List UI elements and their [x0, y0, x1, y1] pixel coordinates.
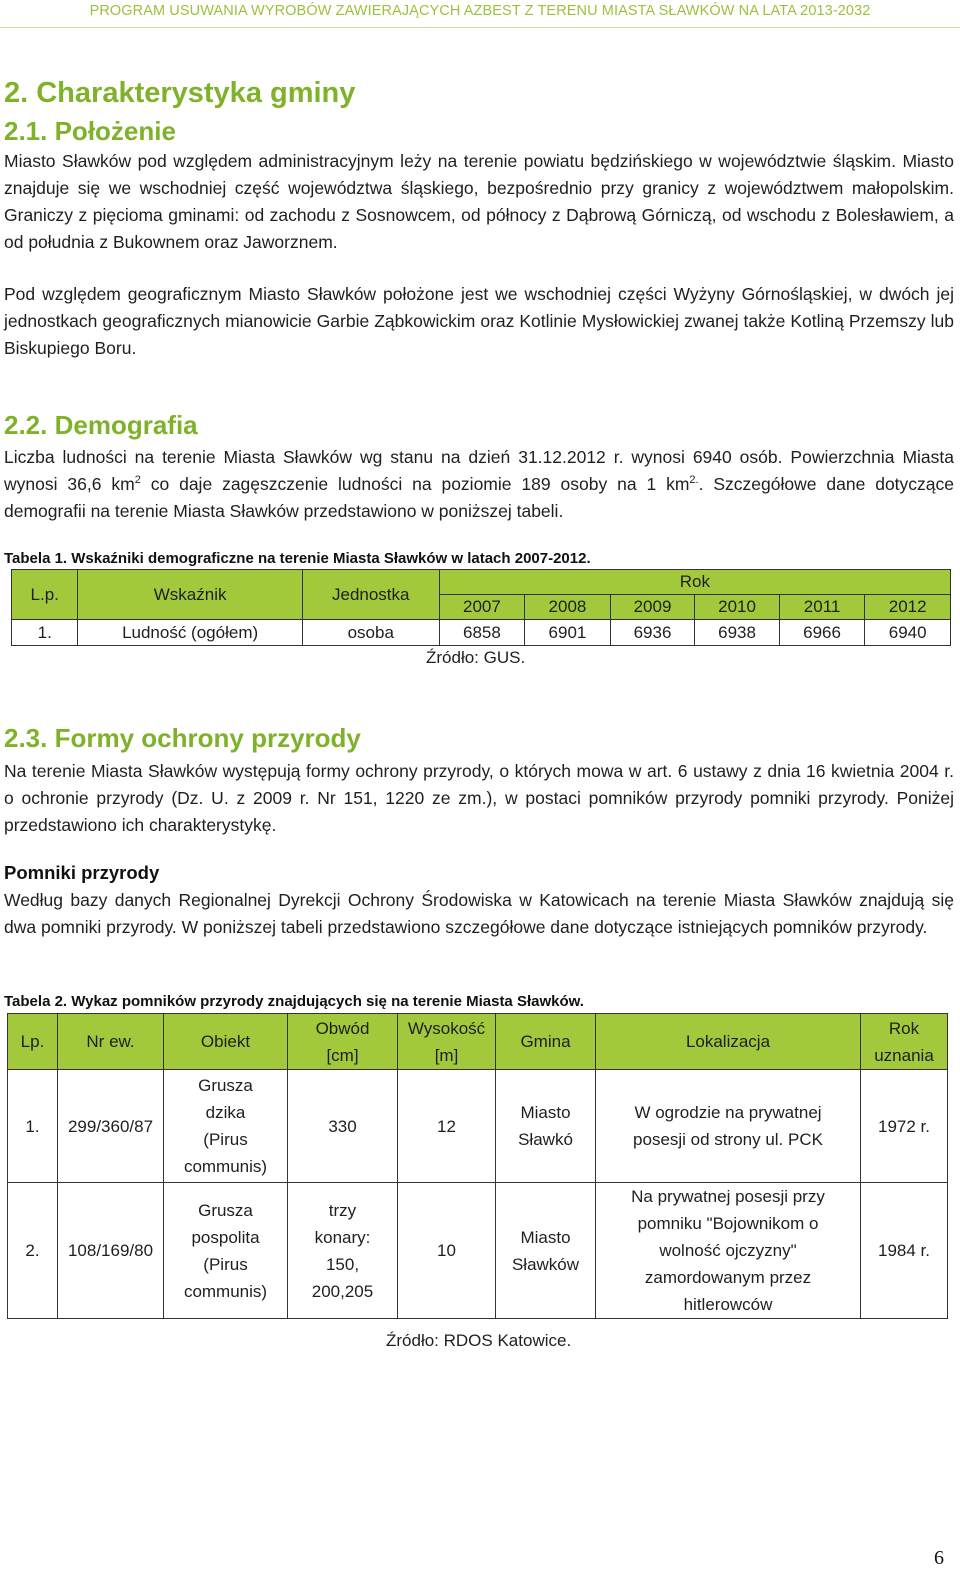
superscript: 2.	[689, 474, 699, 487]
header-year-value: 2008	[525, 595, 611, 620]
cell-value: 6938	[695, 620, 780, 646]
header-year-value: 2010	[695, 595, 780, 620]
header-girth: Obwód [cm]	[288, 1014, 398, 1070]
cell-value: 6858	[439, 620, 525, 646]
table-row	[8, 1070, 948, 1183]
cell-height: 12	[398, 1070, 496, 1183]
table-source-rdos: Źródło: RDOS Katowice.	[386, 1331, 572, 1350]
cell-lp: 1.	[8, 1070, 58, 1183]
cell-value: 6940	[865, 620, 951, 646]
page-number: 6	[934, 1547, 944, 1569]
header-height: Wysokość [m]	[398, 1014, 496, 1070]
cell-nr: 299/360/87	[58, 1070, 164, 1183]
running-head: PROGRAM USUWANIA WYROBÓW ZAWIERAJĄCYCH AZBEST Z TERENU MIASTA SŁAWKÓW NA LATA 2013-2032	[89, 3, 871, 19]
cell-girth: trzy konary: 150, 200,205	[288, 1183, 398, 1319]
superscript: 2	[134, 474, 141, 487]
table-row	[12, 620, 951, 646]
paragraph-demography: Liczba ludności na terenie Miasta Sławków wg stanu na dzień 31.12.2012 r. wynosi 6940 osób. Powierzchnia Miasta wynosi 36,6 $km^2$ co daje zagęszczenie ludności na poziomie 189 osoby na 1 $km^{2.}$. Szczegółowe dane dotyczące demografii na terenie Miasta Sławków przedstawiono w poniższej tabeli.	[4, 447, 954, 521]
header-nr: Nr ew.	[58, 1014, 164, 1070]
header-rule	[0, 27, 960, 28]
monuments-table	[7, 1013, 948, 1319]
cell-gmina: Miasto Sławków	[496, 1183, 596, 1319]
paragraph-nature-protection: Na terenie Miasta Sławków występują formy ochrony przyrody, o których mowa w art. 6 ustawy z dnia 16 kwietnia 2004 r. o ochronie przyrody (Dz. U. z 2009 r. Nr 151, 1220 ze zm.), w postaci pomników przyrody pomniki przyrody. Poniżej przedstawiono ich charakterystykę.	[4, 761, 954, 835]
table-caption-monuments: Tabela 2. Wykaz pomników przyrody znajdujących się na terenie Miasta Sławków.	[4, 993, 584, 1010]
table-row	[8, 1183, 948, 1319]
cell-indicator: Ludność (ogółem)	[78, 620, 302, 646]
paragraph-monuments: Według bazy danych Regionalnej Dyrekcji Ochrony Środowiska w Katowicach na terenie Miasta Sławków znajdują się dwa pomniki przyrody. W poniższej tabeli przedstawiono szczegółowe dane dotyczące istniejących pomników przyrody.	[4, 890, 954, 937]
subsection-heading-nature: 2.3. Formy ochrony przyrody	[4, 723, 361, 753]
cell-height: 10	[398, 1183, 496, 1319]
cell-object: Grusza pospolita (Pirus communis)	[164, 1183, 288, 1319]
table-source-gus: Źródło: GUS.	[426, 648, 526, 667]
cell-value: 6901	[525, 620, 611, 646]
header-year-value: 2007	[439, 595, 525, 620]
cell-lp: 1.	[12, 620, 78, 646]
header-lp: L.p.	[12, 570, 78, 620]
header-year: Rok	[439, 570, 950, 595]
cell-nr: 108/169/80	[58, 1183, 164, 1319]
subheading-monuments: Pomniki przyrody	[4, 862, 160, 883]
table-caption-demography: Tabela 1. Wskaźniki demograficzne na terenie Miasta Sławków w latach 2007-2012.	[4, 550, 591, 567]
cell-year: 1984 r.	[861, 1183, 948, 1319]
subsection-heading-demography: 2.2. Demografia	[4, 410, 198, 440]
cell-location: Na prywatnej posesji przy pomniku "Bojownikom o wolność ojczyzny" zamordowanym przez hitlerowców	[596, 1183, 861, 1319]
header-lp: Lp.	[8, 1014, 58, 1070]
header-location: Lokalizacja	[596, 1014, 861, 1070]
cell-value: 6936	[610, 620, 695, 646]
header-year-value: 2012	[865, 595, 951, 620]
paragraph-location-admin: Miasto Sławków pod względem administracyjnym leży na terenie powiatu będzińskiego w województwie śląskim. Miasto znajduje się we wschodniej część województwa śląskiego, bezpośrednio przy granicy z województwem małopolskim. Graniczy z pięcioma gminami: od zachodu z Sosnowcem, od północy z Dąbrową Górniczą, od wschodu z Bolesławiem, a od południa z Bukownem oraz Jaworznem.	[4, 151, 954, 252]
section-heading: 2. Charakterystyka gminy	[4, 77, 356, 109]
subsection-heading-location: 2.1. Położenie	[4, 116, 176, 146]
cell-object: Grusza dzika (Pirus communis)	[164, 1070, 288, 1183]
cell-location: W ogrodzie na prywatnej posesji od strony ul. PCK	[596, 1070, 861, 1183]
cell-gmina: Miasto Sławkó	[496, 1070, 596, 1183]
cell-girth: 330	[288, 1070, 398, 1183]
cell-unit: osoba	[302, 620, 439, 646]
cell-value: 6966	[779, 620, 865, 646]
header-year: Rok uznania	[861, 1014, 948, 1070]
header-gmina: Gmina	[496, 1014, 596, 1070]
header-unit: Jednostka	[302, 570, 439, 620]
header-indicator: Wskaźnik	[78, 570, 302, 620]
paragraph-location-geography: Pod względem geograficznym Miasto Sławków położone jest we wschodniej części Wyżyny Górnośląskiej, w dwóch jej jednostkach geograficznych mianowicie Garbie Ząbkowickim oraz Kotlinie Mysłowickiej zwanej także Kotliną Przemszy lub Biskupiego Boru.	[4, 284, 954, 358]
cell-lp: 2.	[8, 1183, 58, 1319]
header-year-value: 2011	[779, 595, 865, 620]
cell-year: 1972 r.	[861, 1070, 948, 1183]
demography-table	[11, 569, 951, 646]
header-object: Obiekt	[164, 1014, 288, 1070]
header-year-value: 2009	[610, 595, 695, 620]
